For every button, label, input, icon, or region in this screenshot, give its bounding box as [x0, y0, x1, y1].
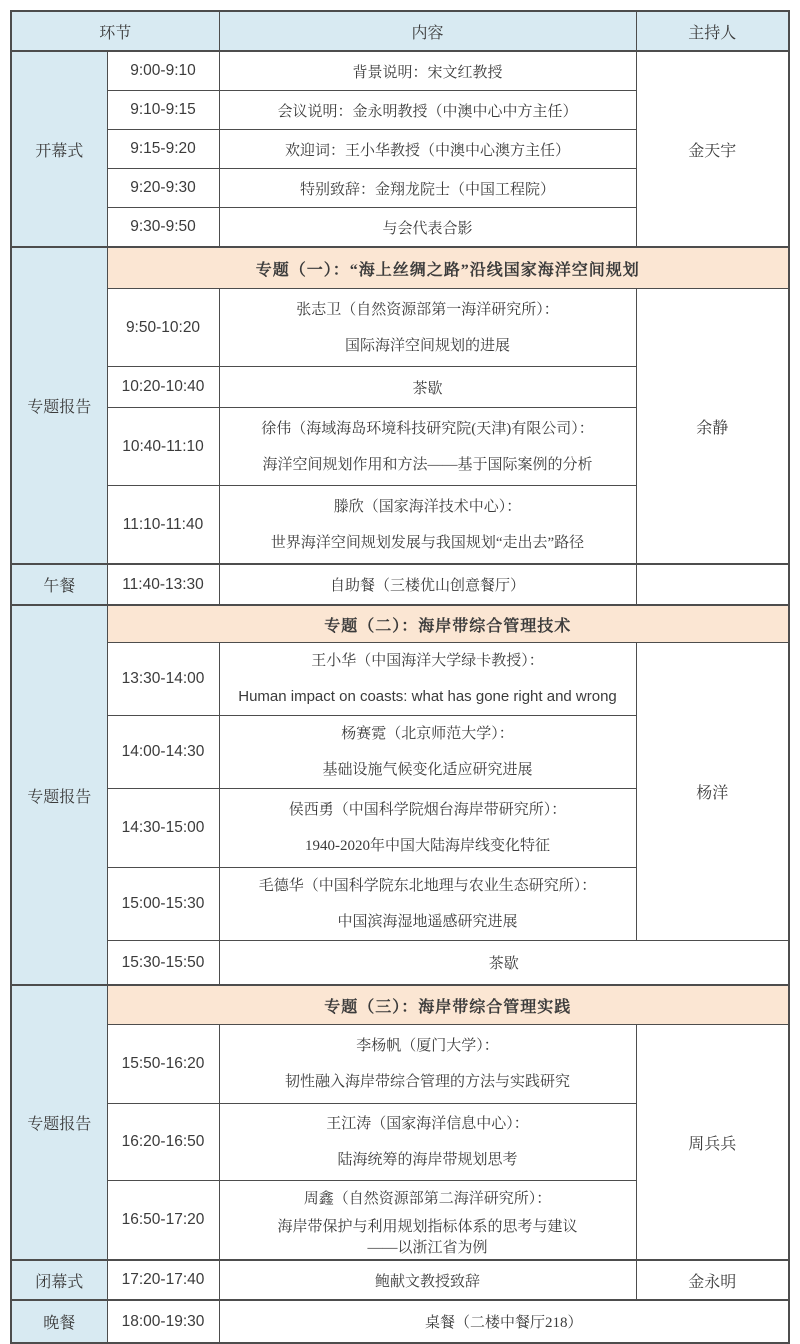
- content-cell: 茶歇: [219, 941, 789, 986]
- talk-title: [222, 1217, 634, 1259]
- time-cell: 14:00-14:30: [107, 716, 219, 789]
- content-cell: 背景说明：宋文红教授: [219, 51, 636, 91]
- time-cell: 16:20-16:50: [107, 1104, 219, 1181]
- session-label-topic3: 专题报告: [11, 985, 107, 1260]
- session-label-closing: 闭幕式: [11, 1260, 107, 1300]
- host-cell-opening: 金天宇: [636, 51, 789, 247]
- time-cell: 13:30-14:00: [107, 643, 219, 716]
- time-cell: 16:50-17:20: [107, 1181, 219, 1261]
- time-cell: 11:10-11:40: [107, 486, 219, 565]
- time-cell: 9:15-9:20: [107, 130, 219, 169]
- time-cell: 9:00-9:10: [107, 51, 219, 91]
- time-cell: 15:50-16:20: [107, 1025, 219, 1104]
- topic-band-3: 专题（三）：海岸带综合管理实践: [107, 985, 789, 1025]
- content-cell: 鲍献文教授致辞: [219, 1260, 636, 1300]
- time-cell: 18:00-19:30: [107, 1300, 219, 1343]
- content-cell: 欢迎词：王小华教授（中澳中心澳方主任）: [219, 130, 636, 169]
- talk-title-line2: 海岸带保护与利用规划指标体系的思考与建议: [277, 1219, 578, 1235]
- talk-title: Human impact on coasts: what has gone right and wrong: [238, 688, 617, 705]
- talk-cell: [219, 1025, 636, 1104]
- talk-speaker: 杨赛霓（北京师范大学）：: [341, 726, 514, 742]
- session-label-opening: 开幕式: [11, 51, 107, 247]
- time-cell: 14:30-15:00: [107, 789, 219, 868]
- time-cell: 11:40-13:30: [107, 564, 219, 605]
- talk-title: 1940-2020年中国大陆海岸线变化特征: [305, 838, 551, 854]
- talk-cell: [219, 408, 636, 486]
- content-cell: 与会代表合影: [219, 208, 636, 248]
- talk-title: 海洋空间规划作用和方法——基于国际案例的分析: [262, 456, 593, 473]
- time-cell: 10:40-11:10: [107, 408, 219, 486]
- talk-cell: [219, 643, 636, 716]
- talk-title: 陆海统筹的海岸带规划思考: [337, 1152, 518, 1168]
- talk-title: 世界海洋空间规划发展与我国规划“走出去”路径: [270, 534, 585, 551]
- talk-cell: [219, 868, 636, 941]
- talk-cell: [219, 1181, 636, 1261]
- time-cell: 9:30-9:50: [107, 208, 219, 248]
- talk-speaker: 李杨帆（厦门大学）：: [356, 1038, 499, 1054]
- talk-cell: [219, 789, 636, 868]
- session-label-topic2: 专题报告: [11, 605, 107, 985]
- talk-speaker: 侯西勇（中国科学院烟台海岸带研究所）：: [288, 802, 567, 818]
- schedule-table: [10, 10, 790, 1344]
- content-cell: 茶歇: [219, 367, 636, 408]
- time-cell: 17:20-17:40: [107, 1260, 219, 1300]
- header-host: 主持人: [636, 11, 789, 51]
- topic-band-1: 专题（一）：“海上丝绸之路”沿线国家海洋空间规划: [107, 247, 789, 289]
- session-label-topic1: 专题报告: [11, 247, 107, 564]
- header-session: 环节: [11, 11, 219, 51]
- talk-speaker: 毛德华（中国科学院东北地理与农业生态研究所）：: [258, 878, 597, 894]
- talk-speaker: 徐伟（海域海岛环境科技研究院(天津)有限公司）：: [261, 420, 594, 437]
- host-cell-closing: 金永明: [636, 1260, 789, 1300]
- content-cell: 自助餐（三楼优山创意餐厅）: [219, 564, 636, 605]
- content-cell: 桌餐（二楼中餐厅218）: [219, 1300, 789, 1343]
- host-cell-topic3: 周兵兵: [636, 1025, 789, 1261]
- content-cell: 特别致辞：金翔龙院士（中国工程院）: [219, 169, 636, 208]
- time-cell: 9:20-9:30: [107, 169, 219, 208]
- talk-cell: [219, 716, 636, 789]
- talk-speaker: 滕欣（国家海洋技术中心）：: [333, 498, 522, 515]
- talk-title: 韧性融入海岸带综合管理的方法与实践研究: [285, 1074, 571, 1090]
- time-cell: 10:20-10:40: [107, 367, 219, 408]
- talk-cell: [219, 486, 636, 565]
- talk-speaker: 张志卫（自然资源部第一海洋研究所）：: [296, 301, 559, 318]
- talk-cell: [219, 1104, 636, 1181]
- header-content: 内容: [219, 11, 636, 51]
- talk-speaker: 王江涛（国家海洋信息中心）：: [326, 1116, 529, 1132]
- talk-cell: [219, 289, 636, 367]
- host-cell-topic2: 杨洋: [636, 643, 789, 941]
- time-cell: 9:10-9:15: [107, 91, 219, 130]
- talk-speaker: 王小华（中国海洋大学绿卡教授）：: [311, 653, 544, 669]
- time-cell: 9:50-10:20: [107, 289, 219, 367]
- talk-speaker: 周鑫（自然资源部第二海洋研究所）：: [303, 1191, 552, 1207]
- session-label-dinner: 晚餐: [11, 1300, 107, 1343]
- time-cell: 15:00-15:30: [107, 868, 219, 941]
- host-cell-topic1: 余静: [636, 289, 789, 565]
- talk-title: 基础设施气候变化适应研究进展: [322, 762, 533, 778]
- talk-title-line3: ——以浙江省为例: [367, 1240, 488, 1256]
- session-label-lunch: 午餐: [11, 564, 107, 605]
- host-cell-empty: [636, 564, 789, 605]
- talk-title: 国际海洋空间规划的进展: [345, 337, 511, 354]
- topic-band-2: 专题（二）：海岸带综合管理技术: [107, 605, 789, 643]
- time-cell: 15:30-15:50: [107, 941, 219, 986]
- talk-title: 中国滨海湿地遥感研究进展: [337, 914, 518, 930]
- content-cell: 会议说明：金永明教授（中澳中心中方主任）: [219, 91, 636, 130]
